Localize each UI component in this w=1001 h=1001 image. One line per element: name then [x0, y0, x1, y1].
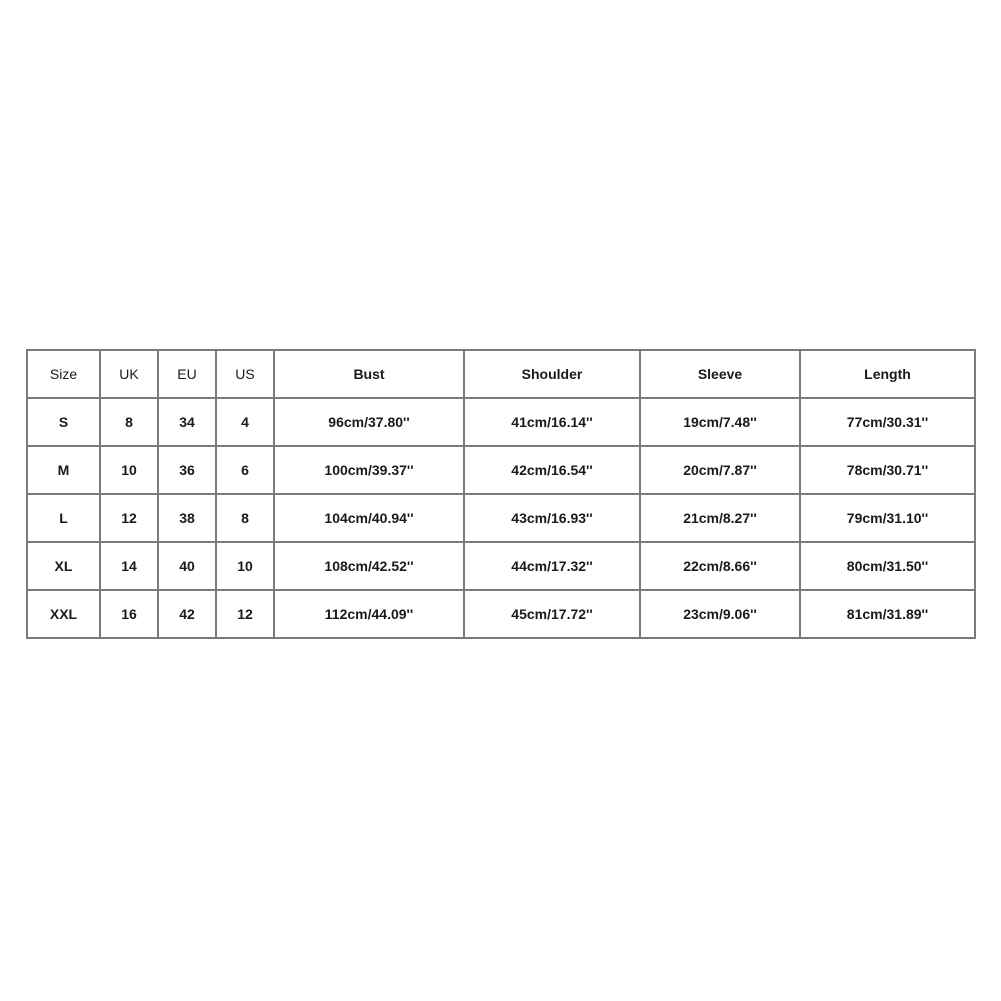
- header-row: [27, 350, 975, 398]
- cell-size: S: [27, 398, 100, 446]
- cell-bust: 108cm/42.52'': [274, 542, 464, 590]
- cell-us: 12: [216, 590, 274, 638]
- cell-us: 4: [216, 398, 274, 446]
- header-length: Length: [800, 350, 975, 398]
- cell-shoulder: 44cm/17.32'': [464, 542, 640, 590]
- table-row: [27, 494, 975, 542]
- cell-us: 10: [216, 542, 274, 590]
- cell-bust: 100cm/39.37'': [274, 446, 464, 494]
- cell-eu: 42: [158, 590, 216, 638]
- cell-bust: 96cm/37.80'': [274, 398, 464, 446]
- cell-length: 80cm/31.50'': [800, 542, 975, 590]
- cell-eu: 36: [158, 446, 216, 494]
- cell-length: 79cm/31.10'': [800, 494, 975, 542]
- cell-shoulder: 42cm/16.54'': [464, 446, 640, 494]
- cell-sleeve: 19cm/7.48'': [640, 398, 800, 446]
- cell-us: 8: [216, 494, 274, 542]
- cell-eu: 34: [158, 398, 216, 446]
- cell-us: 6: [216, 446, 274, 494]
- cell-shoulder: 41cm/16.14'': [464, 398, 640, 446]
- header-uk: UK: [100, 350, 158, 398]
- cell-bust: 104cm/40.94'': [274, 494, 464, 542]
- header-eu: EU: [158, 350, 216, 398]
- cell-size: M: [27, 446, 100, 494]
- cell-sleeve: 23cm/9.06'': [640, 590, 800, 638]
- header-bust: Bust: [274, 350, 464, 398]
- header-us: US: [216, 350, 274, 398]
- cell-shoulder: 43cm/16.93'': [464, 494, 640, 542]
- cell-sleeve: 22cm/8.66'': [640, 542, 800, 590]
- cell-size: XL: [27, 542, 100, 590]
- cell-sleeve: 21cm/8.27'': [640, 494, 800, 542]
- cell-length: 81cm/31.89'': [800, 590, 975, 638]
- header-shoulder: Shoulder: [464, 350, 640, 398]
- cell-eu: 38: [158, 494, 216, 542]
- cell-size: XXL: [27, 590, 100, 638]
- cell-uk: 12: [100, 494, 158, 542]
- table-row: [27, 398, 975, 446]
- size-chart-table: [26, 349, 976, 639]
- header-sleeve: Sleeve: [640, 350, 800, 398]
- table-row: [27, 542, 975, 590]
- cell-shoulder: 45cm/17.72'': [464, 590, 640, 638]
- table-row: [27, 446, 975, 494]
- cell-length: 77cm/30.31'': [800, 398, 975, 446]
- cell-uk: 8: [100, 398, 158, 446]
- cell-size: L: [27, 494, 100, 542]
- cell-length: 78cm/30.71'': [800, 446, 975, 494]
- cell-sleeve: 20cm/7.87'': [640, 446, 800, 494]
- header-size: Size: [27, 350, 100, 398]
- cell-bust: 112cm/44.09'': [274, 590, 464, 638]
- cell-uk: 10: [100, 446, 158, 494]
- cell-uk: 16: [100, 590, 158, 638]
- table-row: [27, 590, 975, 638]
- cell-eu: 40: [158, 542, 216, 590]
- cell-uk: 14: [100, 542, 158, 590]
